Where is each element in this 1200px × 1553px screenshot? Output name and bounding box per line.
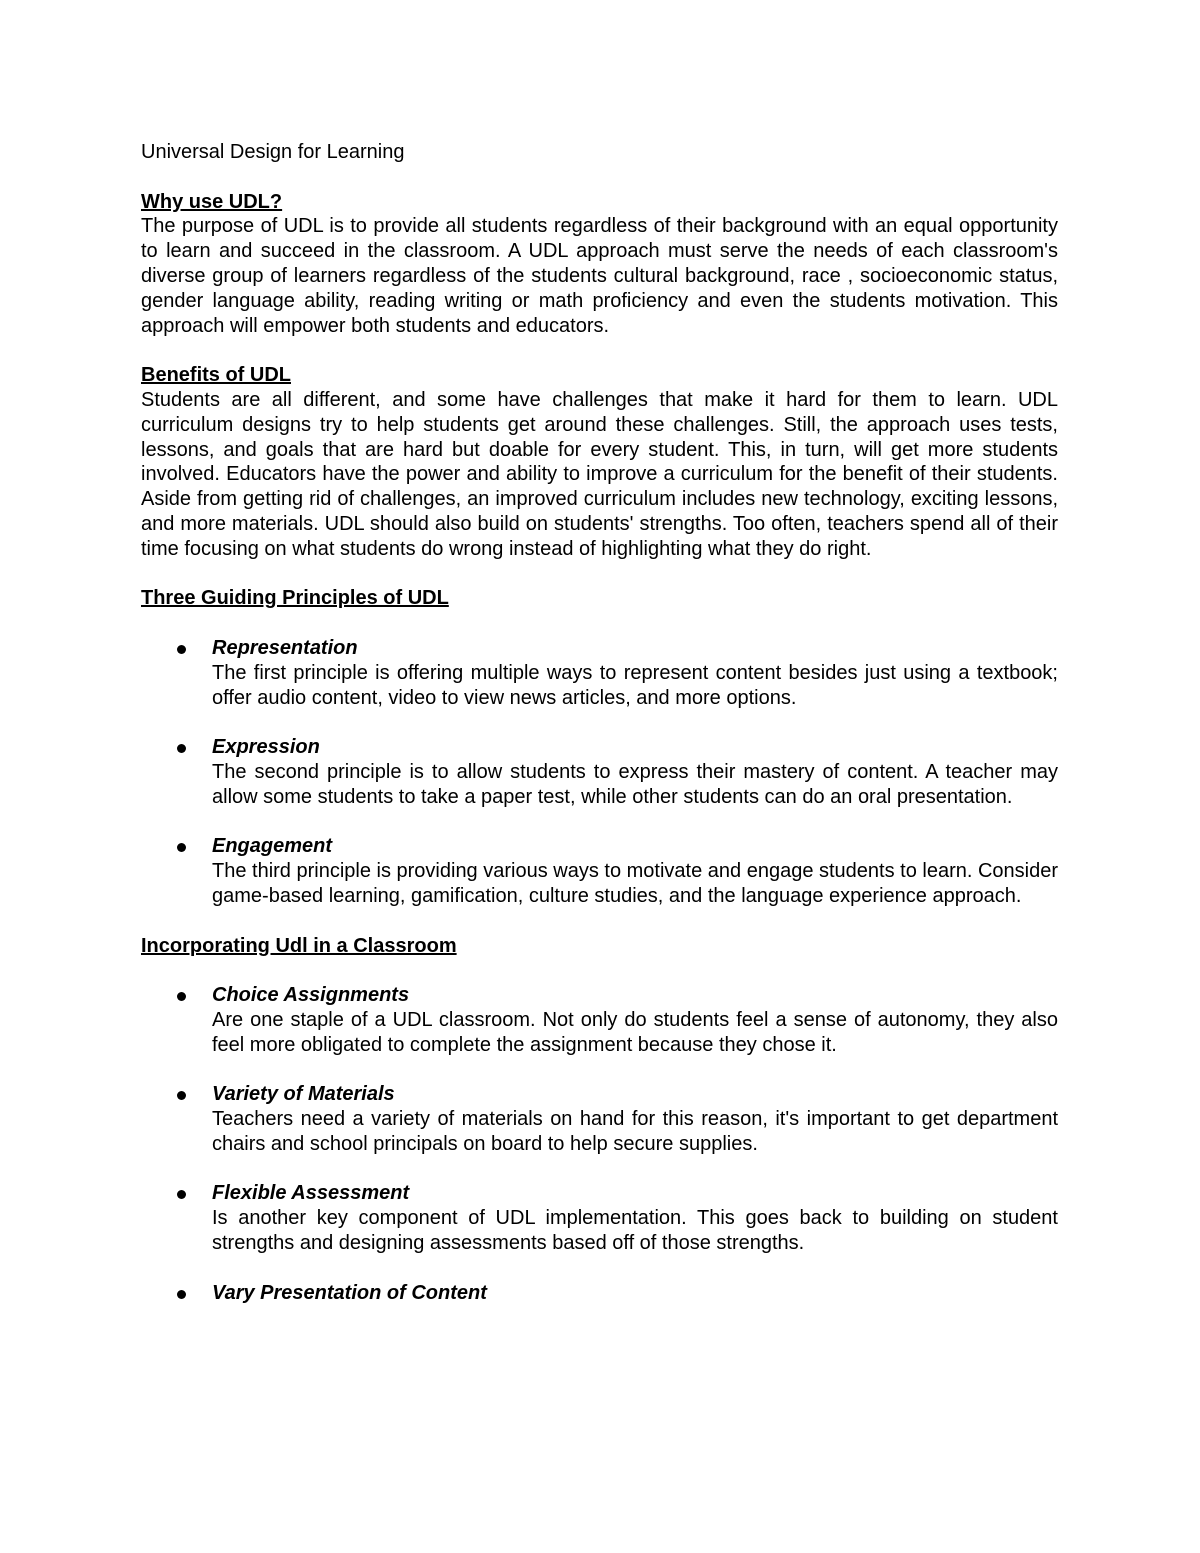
section-guiding-principles [141, 586, 1058, 908]
list-item-title: Representation [212, 636, 358, 659]
bullet-icon [177, 843, 186, 852]
section-why-use-udl [141, 190, 1058, 339]
list-item-body: The third principle is providing various ways to motivate and engage students to learn. Consider game-based learning, gamification, culture studies, and the language experience approach. [212, 860, 1059, 907]
list-item-representation [141, 636, 1058, 710]
bullet-icon [177, 645, 186, 654]
section-heading: Why use UDL? [141, 190, 283, 213]
document-page [141, 140, 1058, 1330]
classroom-strategies-list [141, 983, 1058, 1305]
list-item-title: Flexible Assessment [212, 1182, 410, 1205]
bullet-icon [177, 992, 186, 1001]
section-heading: Benefits of UDL [141, 364, 291, 387]
principles-list [141, 636, 1058, 909]
list-item-title: Expression [212, 736, 320, 759]
list-item-body: Teachers need a variety of materials on hand for this reason, it's important to get department chairs and school principals on board to help secure supplies. [212, 1108, 1058, 1155]
bullet-icon [177, 1091, 186, 1100]
bullet-icon [177, 744, 186, 753]
list-item-body: Is another key component of UDL implementation. This goes back to building on student strengths and designing assessments based off of those strengths. [212, 1207, 1058, 1255]
section-incorporating-udl [141, 934, 1058, 1306]
list-item-expression [141, 735, 1058, 809]
bullet-icon [177, 1190, 186, 1199]
list-item-choice-assignments [141, 983, 1058, 1057]
list-item-title: Choice Assignments [212, 984, 410, 1007]
list-item-variety-of-materials [141, 1082, 1058, 1156]
bullet-icon [177, 1290, 186, 1299]
list-item-body: The first principle is offering multiple ways to represent content besides just using a textbook; offer audio content, video to view news articles, and more options. [212, 661, 1058, 709]
section-paragraph: The purpose of UDL is to provide all students regardless of their background with an equal opportunity to learn and succeed in the classroom. A UDL approach must serve the needs of each classroom's diverse group of learners regardless of the students cultural background, race , socioeconomic status, gender language ability, reading writing or math proficiency and even the students motivation. This approach will empower both students and educators. [141, 215, 1058, 337]
section-heading: Incorporating Udl in a Classroom [141, 934, 457, 957]
section-benefits-of-udl [141, 363, 1058, 561]
list-item-vary-presentation [141, 1281, 1058, 1306]
list-item-title: Variety of Materials [212, 1083, 395, 1106]
list-item-flexible-assessment [141, 1181, 1058, 1255]
list-item-engagement [141, 834, 1058, 908]
document-title: Universal Design for Learning [141, 141, 405, 163]
list-item-body: The second principle is to allow students to express their mastery of content. A teacher may allow some students to take a paper test, while other students can do an oral presentation. [212, 760, 1058, 808]
section-paragraph: Students are all different, and some have challenges that make it hard for them to learn. UDL curriculum designs try to help students get around these challenges. Still, the approach uses tests, lessons, and goals that are hard but doable for every student. This, in turn, will get more students involved. Educators have the power and ability to improve a curriculum for the benefit of their students. Aside from getting rid of challenges, an improved curriculum includes new technology, exciting lessons, and more materials. UDL should also build on students' strengths. Too often, teachers spend all of their time focusing on what students do wrong instead of highlighting what they do right. [141, 388, 1058, 560]
section-heading: Three Guiding Principles of UDL [141, 587, 449, 610]
list-item-title: Engagement [212, 835, 333, 858]
list-item-title: Vary Presentation of Content [212, 1281, 487, 1304]
list-item-body: Are one staple of a UDL classroom. Not only do students feel a sense of autonomy, they also feel more obligated to complete the assignment because they chose it. [212, 1008, 1058, 1056]
